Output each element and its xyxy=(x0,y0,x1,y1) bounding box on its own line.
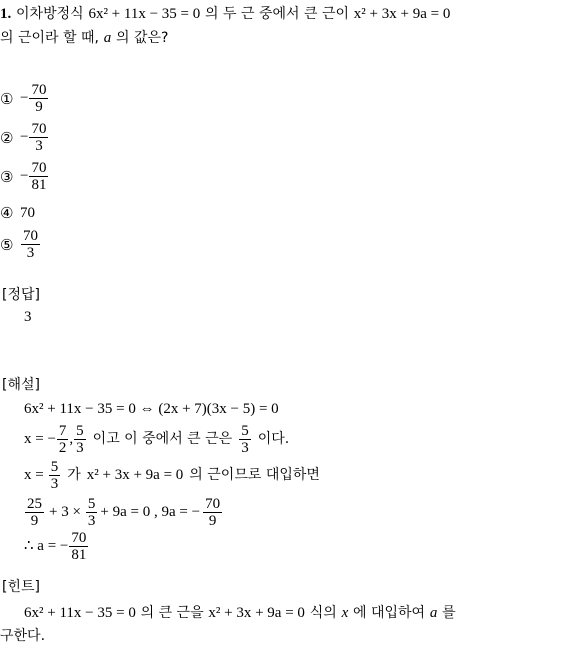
choice-sign: − xyxy=(20,168,29,184)
numerator: 70 xyxy=(205,495,221,512)
explanation-equation: x² + 3x + 9a = 0 xyxy=(86,467,184,483)
choice-sign: − xyxy=(20,129,29,145)
numerator: 5 xyxy=(76,422,84,439)
fraction xyxy=(203,496,222,529)
denominator: 3 xyxy=(26,245,35,261)
explanation-text: + 3 × xyxy=(49,504,81,520)
fraction xyxy=(49,459,61,492)
comma: , xyxy=(69,431,74,447)
explanation-line-5 xyxy=(24,527,89,565)
question-number: 1. xyxy=(0,6,12,22)
question-stem-line-2 xyxy=(0,28,168,47)
numerator: 25 xyxy=(27,495,42,512)
numerator: 7 xyxy=(58,422,67,439)
choice-fraction xyxy=(29,82,48,115)
denominator: 3 xyxy=(76,439,84,456)
choice-5[interactable] xyxy=(0,228,41,261)
choice-fraction xyxy=(29,160,48,193)
hint-text: 의 큰 근을 xyxy=(140,605,204,621)
choice-marker: ② xyxy=(0,128,14,147)
choice-2[interactable] xyxy=(0,121,49,154)
explanation-line-3 xyxy=(24,456,320,494)
denominator: 81 xyxy=(71,546,87,563)
explanation-line-4 xyxy=(24,493,223,531)
fraction xyxy=(57,423,69,456)
denominator: 9 xyxy=(208,512,217,529)
stem-text: 의 두 근 중에서 큰 근이 xyxy=(205,6,350,22)
numerator: 5 xyxy=(87,495,96,512)
choice-fraction xyxy=(29,121,48,154)
explanation-text: ∴ a = − xyxy=(24,538,69,554)
choice-4[interactable] xyxy=(0,204,35,222)
explanation-heading: [해설] xyxy=(2,377,40,393)
fraction xyxy=(239,423,251,456)
denominator: 3 xyxy=(87,512,96,529)
stem-text: 의 값은? xyxy=(116,30,169,46)
hint-variable: x xyxy=(341,605,349,621)
choice-fraction xyxy=(21,228,40,261)
choice-value: 70 xyxy=(20,204,35,221)
choice-1[interactable] xyxy=(0,82,49,115)
denominator: 9 xyxy=(30,512,39,529)
numerator: 5 xyxy=(50,458,59,475)
hint-equation: 6x² + 11x − 35 = 0 xyxy=(24,605,136,621)
explanation-text: x = − xyxy=(24,431,56,447)
fraction xyxy=(69,530,88,563)
fraction xyxy=(25,496,44,529)
hint-line-1 xyxy=(24,603,456,622)
hint-text: 식의 xyxy=(309,605,337,621)
hint-heading: [힌트] xyxy=(2,579,40,595)
explanation-text: 가 xyxy=(67,467,81,483)
fraction xyxy=(86,496,98,529)
numerator: 70 xyxy=(23,228,38,244)
choice-3[interactable] xyxy=(0,160,49,193)
stem-equation-1: 6x² + 11x − 35 = 0 xyxy=(88,6,201,22)
stem-text: 의 근이라 할 때, xyxy=(0,30,99,46)
choice-marker: ④ xyxy=(0,204,14,222)
explanation-text: 이고 이 중에서 큰 근은 xyxy=(92,431,233,447)
explanation-text: 이다. xyxy=(257,431,290,447)
denominator: 3 xyxy=(35,138,43,154)
fraction xyxy=(74,423,86,456)
hint-text: 에 대입하여 xyxy=(353,605,426,621)
answer-value: 3 xyxy=(24,309,32,325)
denominator: 81 xyxy=(31,177,47,193)
numerator: 5 xyxy=(241,422,249,439)
choice-marker: ⑤ xyxy=(0,235,14,254)
numerator: 70 xyxy=(31,160,47,176)
denominator: 2 xyxy=(58,439,67,456)
denominator: 3 xyxy=(50,475,59,492)
explanation-line-1: 6x² + 11x − 35 = 0 ⇔ (2x + 7)(3x − 5) = 0 xyxy=(24,401,279,417)
explanation-text: 의 근이므로 대입하면 xyxy=(189,467,320,483)
hint-text: 를 xyxy=(442,605,456,621)
numerator: 70 xyxy=(31,82,47,98)
choice-marker: ① xyxy=(0,89,14,108)
denominator: 3 xyxy=(241,439,249,456)
numerator: 70 xyxy=(31,121,47,137)
explanation-text: x = xyxy=(24,467,44,483)
stem-equation-2: x² + 3x + 9a = 0 xyxy=(353,6,451,22)
stem-text: 이차방정식 xyxy=(16,6,84,22)
hint-equation: x² + 3x + 9a = 0 xyxy=(208,605,305,621)
answer-heading: [정답] xyxy=(2,287,40,303)
explanation-text: + 9a = 0 , 9a = − xyxy=(100,504,201,520)
hint-line-2: 구한다. xyxy=(0,628,46,644)
choice-sign: − xyxy=(20,90,29,106)
stem-variable: a xyxy=(103,30,112,46)
numerator: 70 xyxy=(71,529,87,546)
hint-variable: a xyxy=(429,605,438,621)
denominator: 9 xyxy=(35,99,43,115)
explanation-line-2 xyxy=(24,420,289,458)
choice-marker: ③ xyxy=(0,167,14,186)
question-stem-line-1 xyxy=(0,4,450,23)
